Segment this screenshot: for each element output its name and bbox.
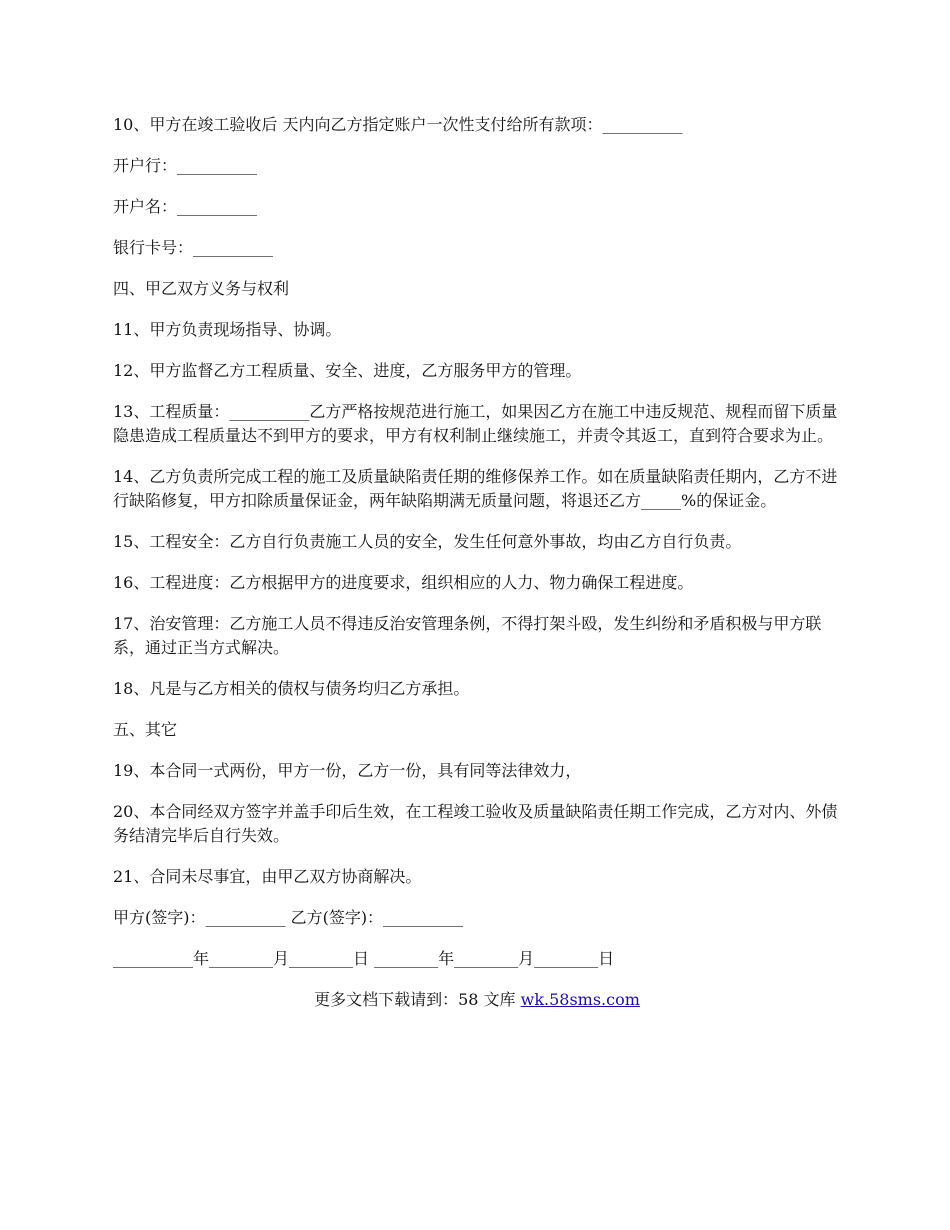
document-page bbox=[113, 113, 841, 1029]
footer-note bbox=[113, 988, 841, 1012]
clause-15-safety: 15、工程安全：乙方自行负责施工人员的安全，发生任何意外事故，均由乙方自行负责。 bbox=[113, 532, 742, 551]
clause-18-debts: 18、凡是与乙方相关的债权与债务均归乙方承担。 bbox=[113, 679, 470, 698]
clause-19-copies: 19、本合同一式两份，甲方一份，乙方一份，具有同等法律效力， bbox=[113, 761, 582, 780]
clause-14-maintenance: 14、乙方负责所完成工程的施工及质量缺陷责任期的维修保养工作。如在质量缺陷责任期内，乙方不进行缺陷修复，甲方扣除质量保证金，两年缺陷期满无质量问题，将退还乙方_____%的保证金。 bbox=[113, 467, 838, 510]
bank-name-field: 开户行：__________ bbox=[113, 156, 258, 175]
date-line: __________年________月________日 ________年________月________日 bbox=[113, 949, 615, 968]
section-heading-obligations: 四、甲乙双方义务与权利 bbox=[113, 279, 290, 298]
clause-16-progress: 16、工程进度：乙方根据甲方的进度要求，组织相应的人力、物力确保工程进度。 bbox=[113, 573, 694, 592]
clause-12: 12、甲方监督乙方工程质量、安全、进度，乙方服务甲方的管理。 bbox=[113, 361, 582, 380]
account-name-field: 开户名：__________ bbox=[113, 197, 258, 216]
footer-text: 更多文档下载请到：58 文库 bbox=[314, 990, 521, 1009]
clause-21-misc: 21、合同未尽事宜，由甲乙双方协商解决。 bbox=[113, 867, 422, 886]
footer-link[interactable]: wk.58sms.com bbox=[520, 990, 640, 1009]
signature-line: 甲方(签字)：__________ 乙方(签字)：__________ bbox=[113, 908, 464, 927]
clause-10-payment: 10、甲方在竣工验收后 天内向乙方指定账户一次性支付给所有款项：__________ bbox=[113, 115, 683, 134]
section-heading-other: 五、其它 bbox=[113, 720, 178, 739]
clause-20-effect: 20、本合同经双方签字并盖手印后生效，在工程竣工验收及质量缺陷责任期工作完成，乙方对内、外债务结清完毕后自行失效。 bbox=[113, 802, 838, 845]
clause-17-security: 17、治安管理：乙方施工人员不得违反治安管理条例，不得打架斗殴，发生纠纷和矛盾积极与甲方联系，通过正当方式解决。 bbox=[113, 614, 822, 657]
clause-11: 11、甲方负责现场指导、协调。 bbox=[113, 320, 342, 339]
bank-card-field: 银行卡号：__________ bbox=[113, 238, 274, 257]
clause-13-quality: 13、工程质量：__________乙方严格按规范进行施工，如果因乙方在施工中违反规范、规程而留下质量隐患造成工程质量达不到甲方的要求，甲方有权利制止继续施工，并责令其返工，直到符合要求为止。 bbox=[113, 402, 838, 445]
